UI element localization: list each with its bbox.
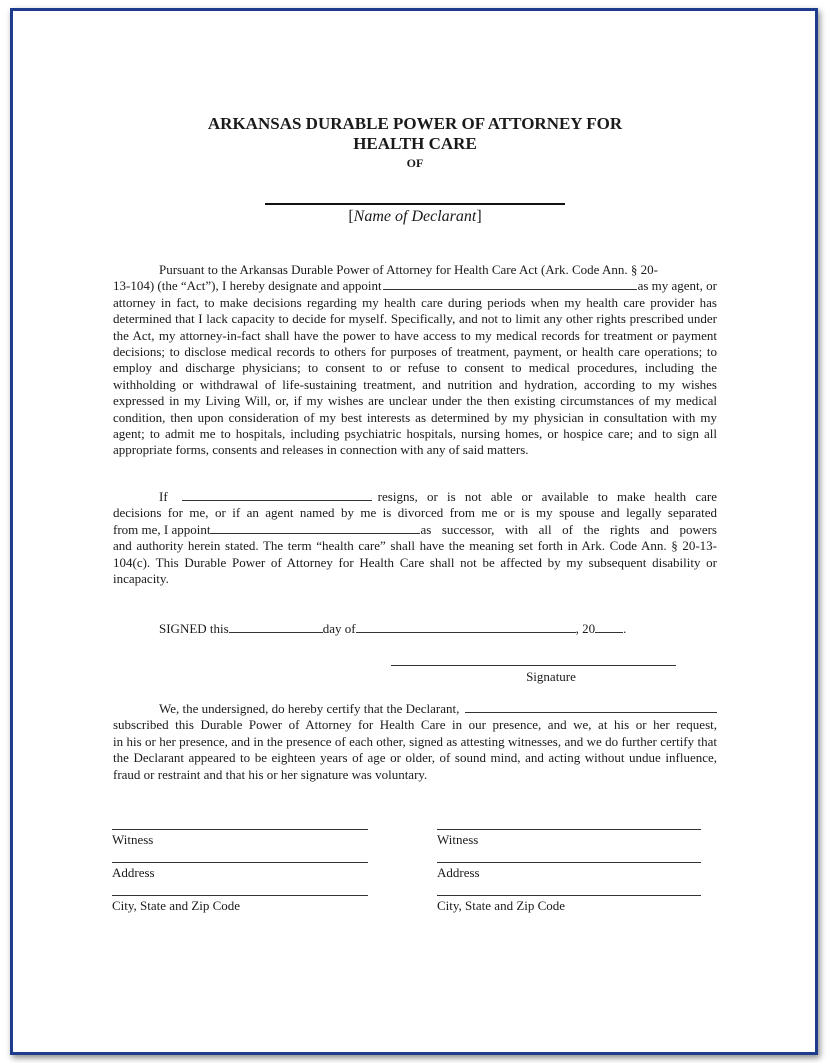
para2-line1 bbox=[113, 489, 717, 505]
witness2-city-line[interactable] bbox=[437, 895, 701, 896]
para3-line1 bbox=[113, 701, 717, 717]
declarant-name-line[interactable] bbox=[265, 203, 565, 205]
paragraph-witness-certification bbox=[113, 701, 717, 783]
para2-line2: decisions for me, or if an agent named by me is divorced from me or is my spouse and legally separated bbox=[113, 505, 717, 521]
witness2-address-label: Address bbox=[437, 865, 480, 880]
para2-line3-end: as successor, with all of the rights and powers bbox=[420, 521, 717, 537]
para3-line1-start: We, the undersigned, do hereby certify that the Declarant, bbox=[159, 701, 460, 716]
para2-body: and authority herein stated. The term “health care” shall have the meaning set forth in Ark. Code Ann. § 20-13-104(c). This Durable Power of Attorney for Health Care shall not be affected by my subsequent disability or incapacity. bbox=[113, 538, 717, 587]
year-prefix-label: , 20 bbox=[575, 621, 596, 636]
para3-body: in his or her presence, and in the presence of each other, signed as attesting witnesses, and we do further certify that the Declarant appeared to be eighteen years of age or older, of sound mind, and acting without undue influence, fraud or restraint and that his or her signature was voluntary. bbox=[113, 733, 717, 782]
witness2-city-label: City, State and Zip Code bbox=[437, 898, 566, 913]
para2-line1-end: resigns, or is not able or available to make health care bbox=[377, 489, 717, 504]
agent-name-blank[interactable] bbox=[383, 278, 637, 290]
para2-line3-start: from me, I appoint bbox=[113, 521, 211, 537]
signed-day-blank[interactable] bbox=[229, 621, 323, 633]
signed-line bbox=[159, 621, 626, 637]
doc-title-of: OF bbox=[406, 156, 424, 170]
para1-line2-end: as my agent, or bbox=[637, 278, 717, 294]
para1-line1: Pursuant to the Arkansas Durable Power of Attorney for Health Care Act (Ark. Code Ann. § 20- bbox=[159, 262, 658, 277]
witness1-address-line[interactable] bbox=[112, 862, 368, 863]
witness2-label: Witness bbox=[437, 832, 479, 847]
para1-line2-start: 13-104) (the “Act”), I hereby designate and appoint bbox=[113, 278, 382, 294]
paragraph-appointment bbox=[113, 262, 717, 459]
witness1-label: Witness bbox=[112, 832, 154, 847]
day-of-label: day of bbox=[322, 621, 356, 636]
successor-name-blank[interactable] bbox=[210, 522, 420, 534]
para1-body: attorney in fact, to make decisions regarding my health care during periods when my health care provider has determined that I lack capacity to decide for myself. Specifically, and not to limit any other rights prescribed under the Act, my attorney-in-fact shall have the power to have access to my medical records for treatment or payment decisions; to disclose medical records to others for purposes of treatment, payment, or health care operations; to employ and discharge physicians; to consent to or refuse to consent to medical procedures, including the withholding or withdrawal of life-sustaining treatment, and nutrition and hydration, according to my wishes expressed in my Living Will, or, if my wishes are unclear under the then existing circumstances of my medical condition, then upon consideration of my best interests as determined by my physician in consultation with my agent; to admit me to hospitals, including psychiatric hospitals, nursing homes, or hospice care; and to sign all appropriate forms, consents and releases in connection with any of said matters. bbox=[113, 294, 717, 458]
doc-title-line1: ARKANSAS DURABLE POWER OF ATTORNEY FOR bbox=[207, 114, 623, 133]
signed-month-blank[interactable] bbox=[356, 621, 576, 633]
witness2-signature-line[interactable] bbox=[437, 829, 701, 830]
para2-line3 bbox=[113, 522, 717, 538]
signed-year-blank[interactable] bbox=[595, 621, 623, 633]
paragraph-successor bbox=[113, 489, 717, 587]
signed-this-label: SIGNED this bbox=[159, 621, 229, 636]
doc-title-line2: HEALTH CARE bbox=[353, 134, 477, 153]
signature-label: Signature bbox=[526, 669, 576, 684]
declarant-certify-blank[interactable] bbox=[465, 701, 717, 713]
witness1-address-label: Address bbox=[112, 865, 155, 880]
successor-agent-blank[interactable] bbox=[182, 489, 372, 501]
witness1-city-label: City, State and Zip Code bbox=[112, 898, 241, 913]
para3-line2: subscribed this Durable Power of Attorney for Health Care in our presence, and we, at his or her request, bbox=[113, 717, 717, 733]
witness1-signature-line[interactable] bbox=[112, 829, 368, 830]
declarant-signature-line[interactable] bbox=[391, 665, 676, 666]
witness1-city-line[interactable] bbox=[112, 895, 368, 896]
witness2-address-line[interactable] bbox=[437, 862, 701, 863]
declarant-name-label: [Name of Declarant] bbox=[348, 208, 482, 225]
para1-line2 bbox=[113, 278, 717, 294]
signed-period: . bbox=[623, 621, 627, 636]
para2-if: If bbox=[159, 489, 168, 504]
